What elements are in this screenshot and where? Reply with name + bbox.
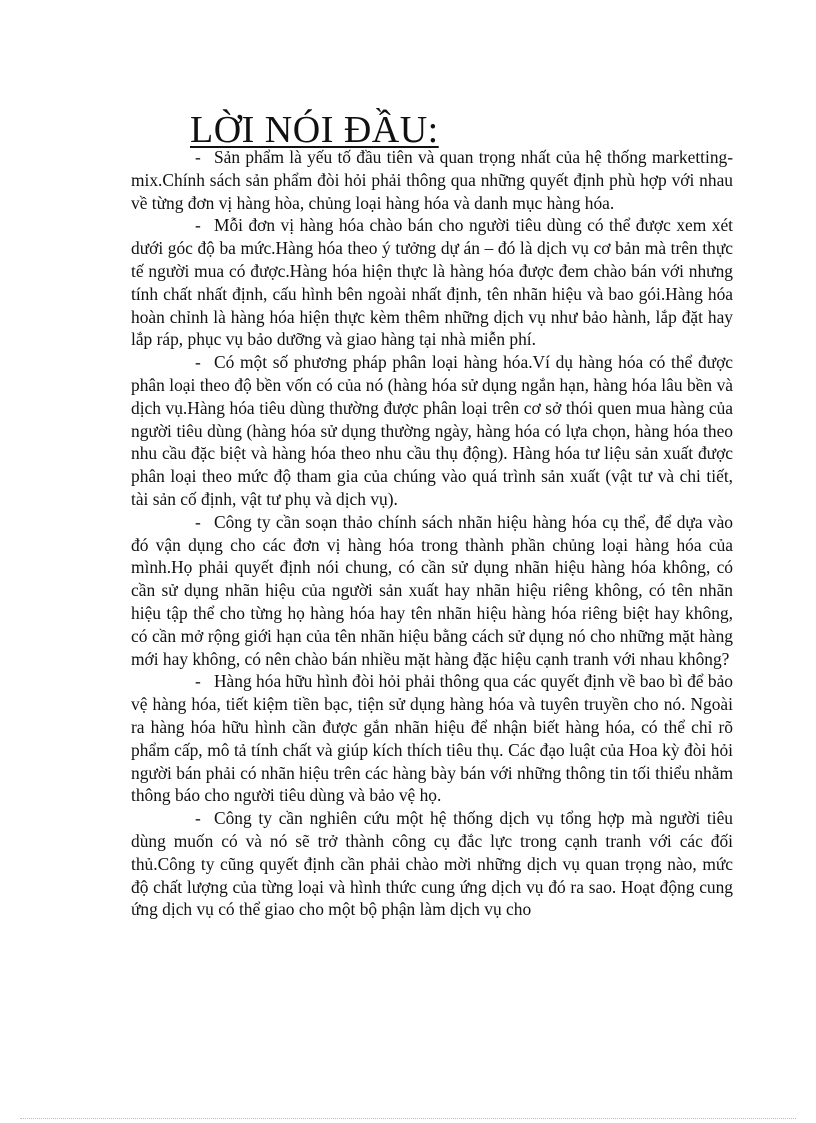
bullet-dash: -: [195, 511, 201, 532]
bullet-dash: -: [195, 147, 201, 167]
bullet-dash: -: [195, 215, 201, 236]
paragraph-6: [131, 807, 733, 921]
paragraph-3: [131, 351, 733, 511]
bullet-dash: -: [195, 352, 201, 373]
page-title: LỜI NÓI ĐẦU:: [190, 109, 439, 151]
bullet-dash: -: [195, 808, 201, 829]
paragraph-2: [131, 214, 733, 351]
paragraph-text: Mỗi đơn vị hàng hóa chào bán cho người tiêu dùng có thể được xem xét dưới góc độ ba mức.Hàng hóa theo ý tưởng dự án – đó là dịch vụ cơ bản mà trên thực tế người mua có được.Hàng hóa hiện thực là hàng hóa được đem chào bán với nhưng tính chất nhất định, cấu hình bên ngoài nhất định, tên nhãn hiệu và bao gói.Hàng hóa hoàn chỉnh là hàng hóa hiện thực kèm thêm những dịch vụ như bảo hành, lắp đặt hay lắp ráp, phục vụ bảo dưỡng và giao hàng tại nhà miễn phí.: [131, 215, 733, 350]
page-bottom-divider: [20, 1118, 796, 1119]
paragraph-text: Công ty cần nghiên cứu một hệ thống dịch vụ tổng hợp mà người tiêu dùng muốn có và nó sẽ trở thành công cụ đắc lực trong cạnh tranh với các đối thủ.Công ty cũng quyết định cần phải chào mời những dịch vụ quan trọng nào, mức độ chất lượng của từng loại và hình thức cung ứng dịch vụ đó ra sao. Hoạt động cung ứng dịch vụ có thể giao cho một bộ phận làm dịch vụ cho: [131, 808, 733, 920]
paragraph-text: Hàng hóa hữu hình đòi hỏi phải thông qua các quyết định về bao bì để bảo vệ hàng hóa, tiết kiệm tiền bạc, tiện sử dụng hàng hóa và tuyên truyền cho nó. Ngoài ra hàng hóa hữu hình cần được gắn nhãn hiệu để nhận biết hàng hóa, có thể chỉ rõ phẩm cấp, mô tả tính chất và giúp kích thích tiêu thụ. Các đạo luật của Hoa kỳ đòi hỏi người bán phải có nhãn hiệu trên các hàng bày bán với những thông tin tối thiểu nhằm thông báo cho người tiêu dùng và bảo vệ họ.: [131, 671, 733, 806]
paragraph-text: Có một số phương pháp phân loại hàng hóa.Ví dụ hàng hóa có thể được phân loại theo độ bền vốn có của nó (hàng hóa sử dụng ngắn hạn, hàng hóa lâu bền và dịch vụ.Hàng hóa tiêu dùng thường được phân loại trên cơ sở thói quen mua hàng của người tiêu dùng (hàng hóa sử dụng thường ngày, hàng hóa có lựa chọn, hàng hóa theo nhu cầu đặc biệt và hàng hóa theo nhu cầu thụ động). Hàng hóa tư liệu sản xuất được phân loại theo mức độ tham gia của chúng vào quá trình sản xuất (vật tư và chi tiết, tài sản cố định, vật tư phụ và dịch vụ).: [131, 352, 733, 509]
paragraph-4: [131, 511, 733, 671]
document-body: [131, 146, 733, 921]
bullet-dash: -: [195, 671, 201, 692]
paragraph-text: Sản phẩm là yếu tố đầu tiên và quan trọng nhất của hệ thống marketting-mix.Chính sách sản phẩm đòi hỏi phải thông qua những quyết định phù hợp với nhau về từng đơn vị hàng hòa, chủng loại hàng hóa và danh mục hàng hóa.: [131, 147, 733, 213]
paragraph-text: Công ty cần soạn thảo chính sách nhãn hiệu hàng hóa cụ thể, để dựa vào đó vận dụng cho các đơn vị hàng hóa trong thành phần chủng loại hàng hóa của mình.Họ phải quyết định nói chung, có cần sử dụng nhãn hiệu hàng hóa không, có cần sử dụng nhãn hiệu của người sản xuất hay nhãn hiệu riêng không, có tên nhãn hiệu tập thể cho từng họ hàng hóa hay tên nhãn hiệu hàng hóa riêng biệt hay không, có cần mở rộng giới hạn của tên nhãn hiệu bằng cách sử dụng nó cho những mặt hàng mới hay không, có nên chào bán nhiều mặt hàng đặc hiệu cạnh tranh với nhau không?: [131, 511, 733, 669]
paragraph-1: [131, 146, 733, 214]
paragraph-5: [131, 670, 733, 807]
